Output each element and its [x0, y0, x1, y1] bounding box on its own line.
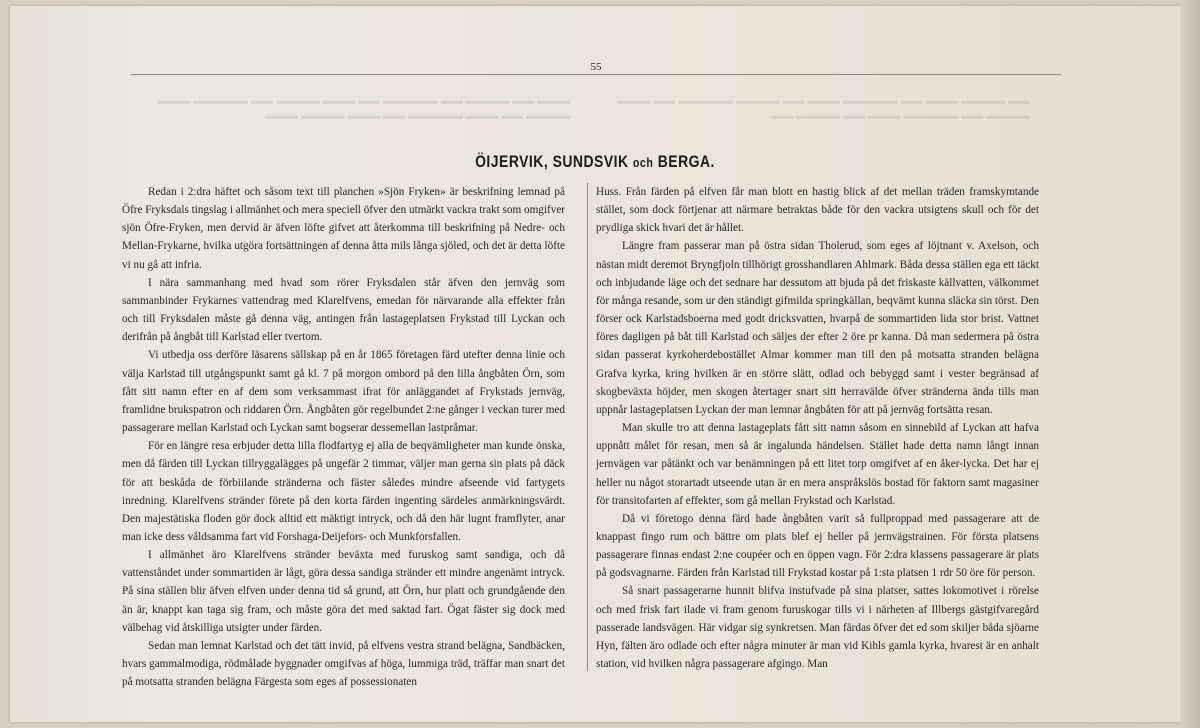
book-edge: [1180, 0, 1200, 728]
article-title: [115, 152, 1074, 172]
paragraph: Huss. Från färden på elfven får man blott en hastig blick af det mellan träden framskymtande stället, som dock förtjenar att närmare betraktas både för den vackra utsigtens skull och för det prydliga skick hvari det är hållet.: [596, 186, 1039, 235]
paragraph: Sedan man lemnat Karlstad och det tätt invid, på elfvens vestra strand belägna, Sandbäcken, hvars gammalmodiga, rödmålade byggnader omgifvas af höga, lummiga träd, träffar man snart det på motsatta stranden belägna Färgesta som eges af possessionaten: [122, 639, 565, 689]
document-page: [10, 6, 1180, 722]
right-column: [596, 183, 1039, 673]
header-rule: [131, 74, 1061, 75]
left-column: [122, 183, 565, 691]
paragraph: Så snart passagerarne hunnit blifva instufvade på sina platser, sattes lokomotivet i rörelse och med frisk fart ilade vi fram genom furuskogar tills vi i närheten af Illbergs gästgifvaregård passerade landsvägen. Här vidgar sig synkretsen. Man färdas öfver det ed som skiljer båda sjöarne Hyn, fälten äro odlade och efter några minuter är man vid Kihls gamla kyrka, hvarest är en anhalt station, vid hvilken några passagerare afgingo. Man: [596, 585, 1039, 671]
paragraph: I allmänhet äro Klarelfvens stränder beväxta med furuskog samt sandiga, och då vattenståndet under sommartiden är lågt, göra dessa sandiga stränder ett mindre angenämt intryck. På sina ställen blir äfven elfven under denna tid så grund, att Örn, hur platt och grundgående den än är, knappt kan taga sig fram, och måste göra det med saktad fart. Ögat fäster sig dock med välbehag vid åtskilliga utsigter under färden.: [122, 549, 565, 634]
page-number: 55: [590, 61, 602, 73]
paragraph: Längre fram passerar man på östra sidan Tholerud, som eges af löjtnant v. Axelson, och nästan midt deremot Bryngfjoln tillhörigt grosshandlaren Ahlmark. Båda dessa ställen ega ett täckt och inbjudande läge och det sednare har dessutom att bjuda på det friskaste källvatten, välkommet för många resande, som ur den ständigt gifmilda springkällan, beqvämt kunna släcka sin törst. Den förser ock Karlstadsboerna med godt dricksvatten, hvarpå de sommartiden lida stor brist. Vattnet föres dagligen på båt till Karlstad och säljes der efter 2 öre pr kanna. Då man sedermera på östra sidan passerat kyrkoherdebostället Almar kommer man till den på motsatta stranden belägna Grafva kyrka, kring hvilken är en större slätt, odlad och bebyggd samt i vester begränsad af skogbeväxta höjder, men skogen återtager snart sitt herravälde öfver stränderna ända tills man uppnår lastageplatsen Lyckan der man lemnar ångbåten för att på jernväg fortsätta resan.: [596, 240, 1039, 416]
paragraph: I nära sammanhang med hvad som rörer Fryksdalen står äfven den jernväg som sammanbinder Frykarnes vattendrag med Klarelfvens, emedan för närvarande alla effekter från och till Fryksdalen måste gå denna väg, antingen från lastageplatsen Frykstad till Lyckan och derifrån på ångbåt till Karlstad eller tvertom.: [122, 276, 565, 344]
article-title-och: och: [632, 155, 654, 170]
paragraph: Då vi företogo denna färd hade ångbåten varit så fullproppad med passagerare att de knappast fingo rum och bättre om plats blef ej heller på jernvägstrainen. För första platsens passagerare finnas endast 2:ne coupéer och en öppen vagn. För 2:dra klassens passagerare är plats på godsvagnarne. Färden från Karlstad till Frykstad kostar på 1:sta platsen 1 rdr 50 öre för person.: [596, 512, 1039, 580]
column-divider: [587, 183, 588, 671]
paragraph: Redan i 2:dra häftet och såsom text till planchen »Sjön Fryken» är beskrifning lemnad på Öfre Fryksdals tingslag i allmänhet och mera speciell öfver den utmärkt vackra trakt som omgifver sjön Öfre-Fryken, men dervid är äfven löfte gifvet att återkomma till beskrifning på Nedre- och Mellan-Frykarne, hvilka utgöra fortsättningen af denna åtta mils långa sjöled, och det är detta löfte vi nu gå att infria.: [122, 186, 566, 271]
paragraph: Vi utbedja oss derföre läsarens sällskap på en år 1865 företagen färd utefter denna linie och välja Karlstad till utgångspunkt samt gå kl. 7 på morgon ombord på den lilla ångbåten Örn, som fått sitt namn efter en af dem som verksammast ifrat för anläggandet af Frykstads jernväg, framlidne brukspatron och riddaren Örn. Ångbåten gör regelbundet 2:ne gånger i veckan turer med passagerare mellan Karlstad och Lyckan samt bogserar dessemellan lastpråmar.: [122, 349, 565, 435]
bleed-through-left: ▬▬▬ ▬▬ ▬▬▬▬ ▬▬ ▬▬▬▬▬ ▬▬ ▬▬▬ ▬▬▬▬ ▬▬ ▬▬▬▬▬ ▬▬▬ ▬▬▬▬ ▬▬ ▬▬▬ ▬▬▬▬▬ ▬▬ ▬▬▬ ▬▬▬▬ ▬▬▬: [157, 95, 570, 122]
bleed-through-right: ▬▬ ▬▬▬▬ ▬▬▬ ▬▬ ▬▬▬▬▬ ▬▬▬ ▬▬ ▬▬▬▬ ▬▬▬▬▬ ▬▬ ▬▬▬ ▬▬▬▬ ▬▬ ▬▬▬▬▬ ▬▬▬ ▬▬ ▬▬▬▬ ▬▬: [617, 95, 1030, 122]
article-title-main: ÖIJERVIK, SUNDSVIK: [475, 152, 629, 171]
article-title-end: BERGA.: [657, 152, 715, 171]
paragraph: För en längre resa erbjuder detta lilla flodfartyg ej alla de beqvämligheter man kunde önska, men då färden till Lyckan tillryggalägges på ungefär 2 timmar, väljer man gerna sin plats på däck för att beskåda de förbiilande stränderna och fäster således mindre afseende vid fartygets inredning. Klarelfvens stränder förete på den korta färden ingenting särdeles anmärkningsvärdt. Den majestätiska floden gör dock alltid ett mäktigt intryck, och då den här lugnt framflyter, anar man icke dess våldsamma fart vid Forshaga-Deijefors- och Munkforsfallen.: [122, 440, 565, 543]
paragraph: Man skulle tro att denna lastageplats fått sitt namn såsom en sinnebild af Lyckan att hafva uppnått målet för resan, men så är ingalunda händelsen. Stället hade detta namn långt innan jernvägen var påtänkt och var benämningen på ett litet torp omgifvet af en åker-lycka. Det har ej heller nu något storartadt utseende utan är en mera anspråkslös bostad för faktorn samt magasiner för transitofarten af effekter, som gå mellan Frykstad och Karlstad.: [596, 422, 1039, 507]
